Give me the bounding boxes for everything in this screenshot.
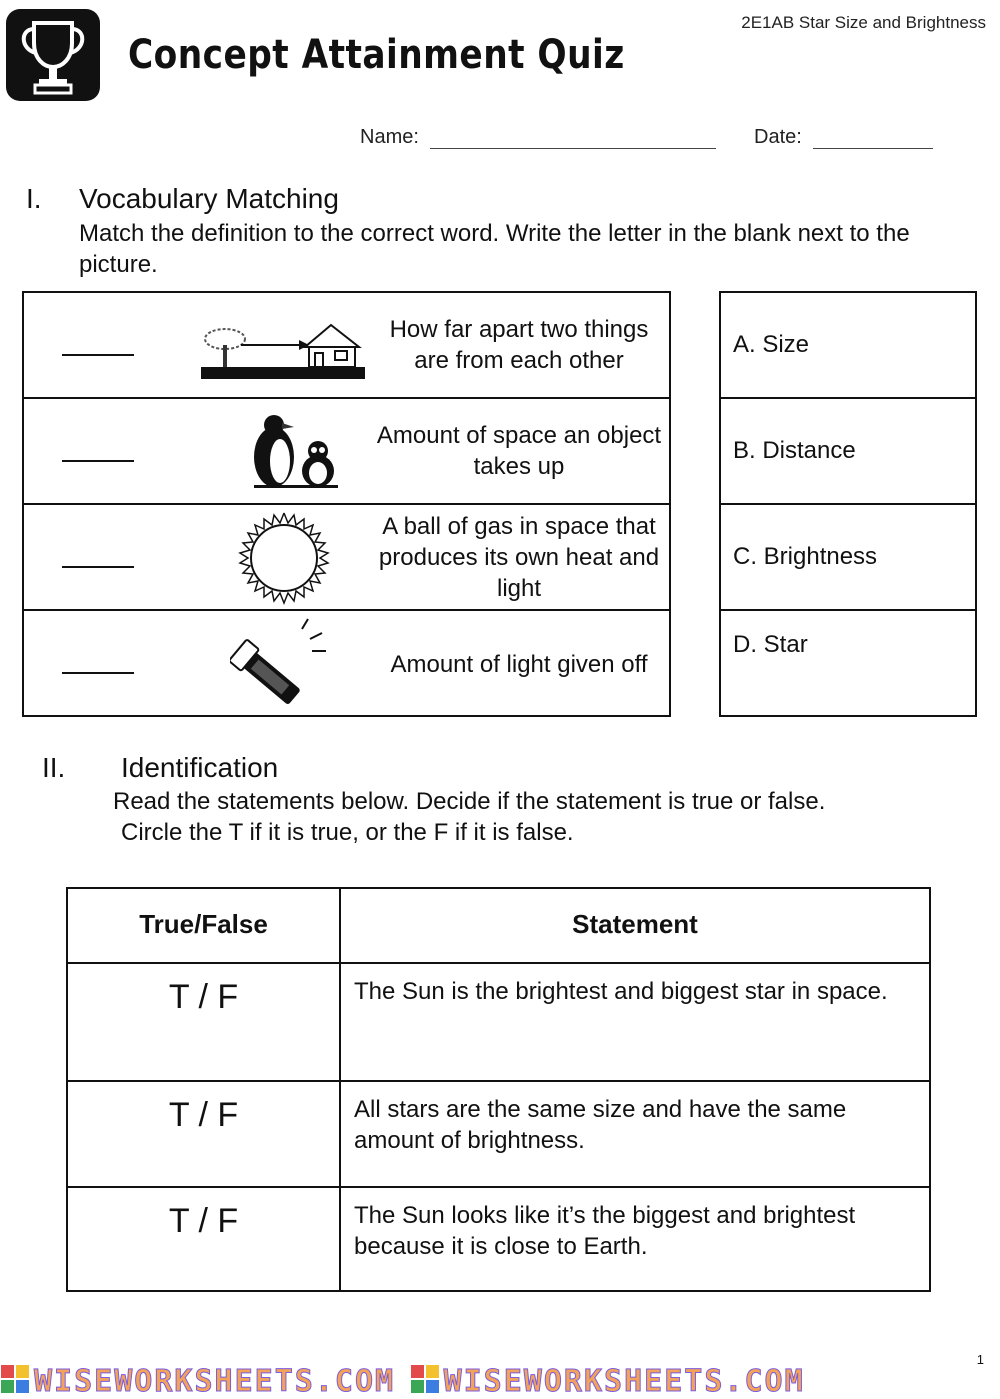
tf-choice[interactable]: T / F	[168, 1096, 239, 1134]
true-false-table	[66, 887, 931, 1292]
definition-text: A ball of gas in space that produces its own heat and light	[378, 512, 660, 602]
watermark-text: WISEWORKSHEETS.COM	[34, 1364, 396, 1396]
trophy-icon	[6, 9, 100, 101]
section2-instructions-line2: Circle the T if it is true, or the F if it is false.	[121, 819, 574, 846]
wiseworksheets-logo-icon	[410, 1364, 440, 1394]
statement-text: All stars are the same size and have the same amount of brightness.	[354, 1096, 847, 1154]
answer-blank[interactable]	[62, 566, 134, 568]
answer-blank[interactable]	[62, 672, 134, 674]
tf-choice[interactable]: T / F	[168, 978, 239, 1016]
word-bank-item: B. Distance	[721, 399, 975, 505]
section2-number: II.	[42, 752, 66, 783]
column-header-statement: Statement	[572, 909, 698, 939]
matching-row	[24, 399, 669, 505]
matching-table	[22, 291, 671, 717]
page-title: Concept Attainment Quiz	[128, 32, 625, 78]
wiseworksheets-logo-icon	[0, 1364, 30, 1394]
section2-title: Identification	[121, 752, 279, 783]
column-header-truefalse: True/False	[139, 909, 268, 939]
word-bank-item: C. Brightness	[721, 505, 975, 611]
table-header-row	[68, 889, 929, 964]
matching-row	[24, 293, 669, 399]
section1-instructions: Match the definition to the correct word. Write the letter in the blank next to the picture.	[79, 220, 910, 278]
word-bank-item: A. Size	[721, 293, 975, 399]
section1-title: Vocabulary Matching	[79, 183, 339, 214]
penguins-icon	[244, 411, 348, 491]
date-field[interactable]	[813, 128, 933, 149]
statement-text: The Sun is the brightest and biggest star in space.	[354, 978, 888, 1005]
word-bank-item: D. Star	[733, 631, 808, 658]
flashlight-icon	[230, 617, 330, 713]
table-row	[68, 1082, 929, 1188]
table-row	[68, 964, 929, 1082]
name-label: Name:	[360, 126, 419, 148]
name-date-line	[360, 126, 933, 149]
definition-text: Amount of space an object takes up	[376, 422, 662, 480]
word-bank-table	[719, 291, 977, 717]
page-number: 1	[976, 1352, 984, 1367]
answer-blank[interactable]	[62, 460, 134, 462]
tf-choice[interactable]: T / F	[168, 1202, 239, 1240]
watermark-banner	[0, 1364, 1000, 1396]
section2-instructions-line1: Read the statements below. Decide if the statement is true or false.	[113, 788, 826, 815]
table-row	[68, 1188, 929, 1290]
watermark-text: WISEWORKSHEETS.COM	[443, 1364, 805, 1396]
section1-number: I.	[26, 183, 42, 214]
definition-text: Amount of light given off	[390, 650, 648, 678]
worksheet-code: 2E1AB Star Size and Brightness	[741, 13, 986, 32]
matching-row	[24, 505, 669, 611]
sun-icon	[234, 511, 334, 605]
tree-arrow-house-icon	[201, 321, 365, 381]
answer-blank[interactable]	[62, 354, 134, 356]
definition-text: How far apart two things are from each other	[389, 316, 649, 374]
name-field[interactable]	[430, 128, 716, 149]
statement-text: The Sun looks like it’s the biggest and brightest because it is close to Earth.	[354, 1202, 856, 1260]
date-label: Date:	[754, 126, 802, 148]
matching-row	[24, 611, 669, 717]
